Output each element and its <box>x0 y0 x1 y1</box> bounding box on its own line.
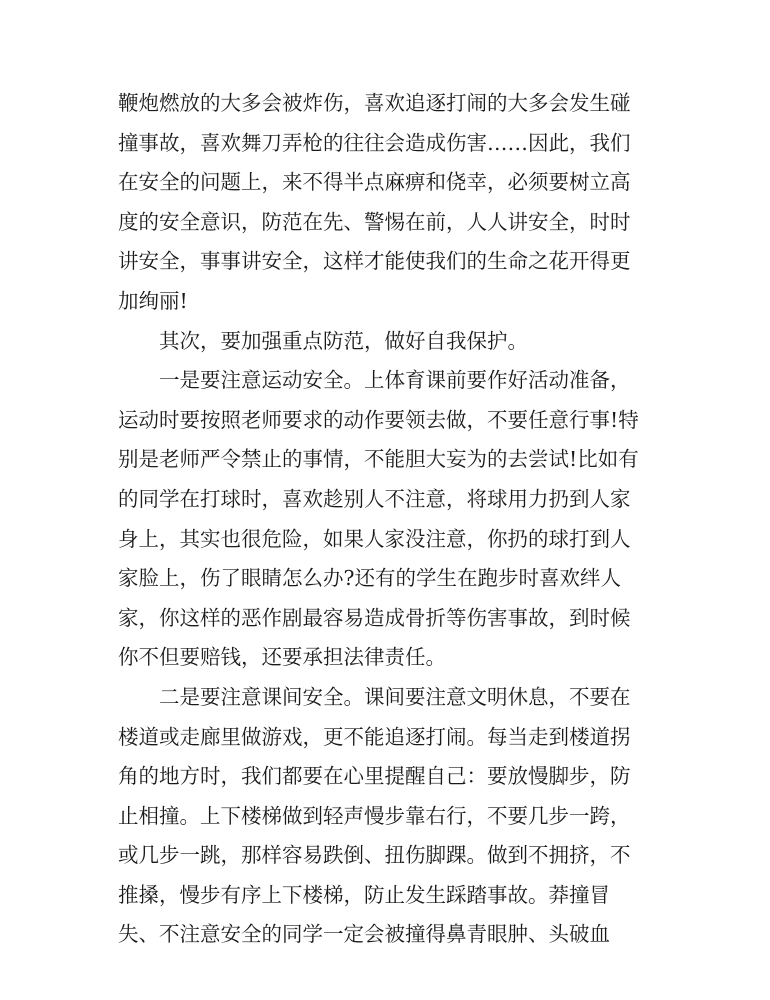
text-line: 一是要注意运动安全。上体育课前要作好活动准备， <box>159 368 631 393</box>
text-line: 推搡，慢步有序上下楼梯，防止发生踩踏事故。莽撞冒 <box>118 882 610 907</box>
text-line: 二是要注意课间安全。课间要注意文明休息，不要在 <box>159 684 631 709</box>
text-line: 失、不注意安全的同学一定会被撞得鼻青眼肿、头破血 <box>118 922 610 947</box>
text-line: 讲安全，事事讲安全，这样才能使我们的生命之花开得更 <box>118 249 631 274</box>
text-line: 的同学在打球时，喜欢趁别人不注意，将球用力扔到人家 <box>118 486 631 511</box>
text-line: 其次，要加强重点防范，做好自我保护。 <box>159 328 528 353</box>
text-line: 别是老师严令禁止的事情，不能胆大妄为的去尝试!比如有 <box>118 447 639 472</box>
body-text <box>118 84 678 955</box>
text-line: 家，你这样的恶作剧最容易造成骨折等伤害事故，到时候 <box>118 605 631 630</box>
text-line: 你不但要赔钱，还要承担法律责任。 <box>118 645 446 670</box>
text-line: 加绚丽! <box>118 288 188 313</box>
text-line: 家脸上，伤了眼睛怎么办?还有的学生在跑步时喜欢绊人 <box>118 566 621 591</box>
text-line: 撞事故，喜欢舞刀弄枪的往往会造成伤害……因此，我们 <box>118 130 631 155</box>
text-line: 楼道或走廊里做游戏，更不能追逐打闹。每当走到楼道拐 <box>118 724 631 749</box>
text-line: 在安全的问题上，来不得半点麻痹和侥幸，必须要树立高 <box>118 170 631 195</box>
text-line: 角的地方时，我们都要在心里提醒自己：要放慢脚步，防 <box>118 764 631 789</box>
text-line: 鞭炮燃放的大多会被炸伤，喜欢追逐打闹的大多会发生碰 <box>118 91 631 115</box>
text-line: 身上，其实也很危险，如果人家没注意，你扔的球打到人 <box>118 526 631 551</box>
text-line: 或几步一跳，那样容易跌倒、扭伤脚踝。做到不拥挤，不 <box>118 843 631 868</box>
text-line: 度的安全意识，防范在先、警惕在前，人人讲安全，时时 <box>118 209 631 234</box>
text-line: 止相撞。上下楼梯做到轻声慢步靠右行，不要几步一跨， <box>118 803 631 828</box>
text-line: 运动时要按照老师要求的动作要领去做，不要任意行事!特 <box>118 407 639 432</box>
